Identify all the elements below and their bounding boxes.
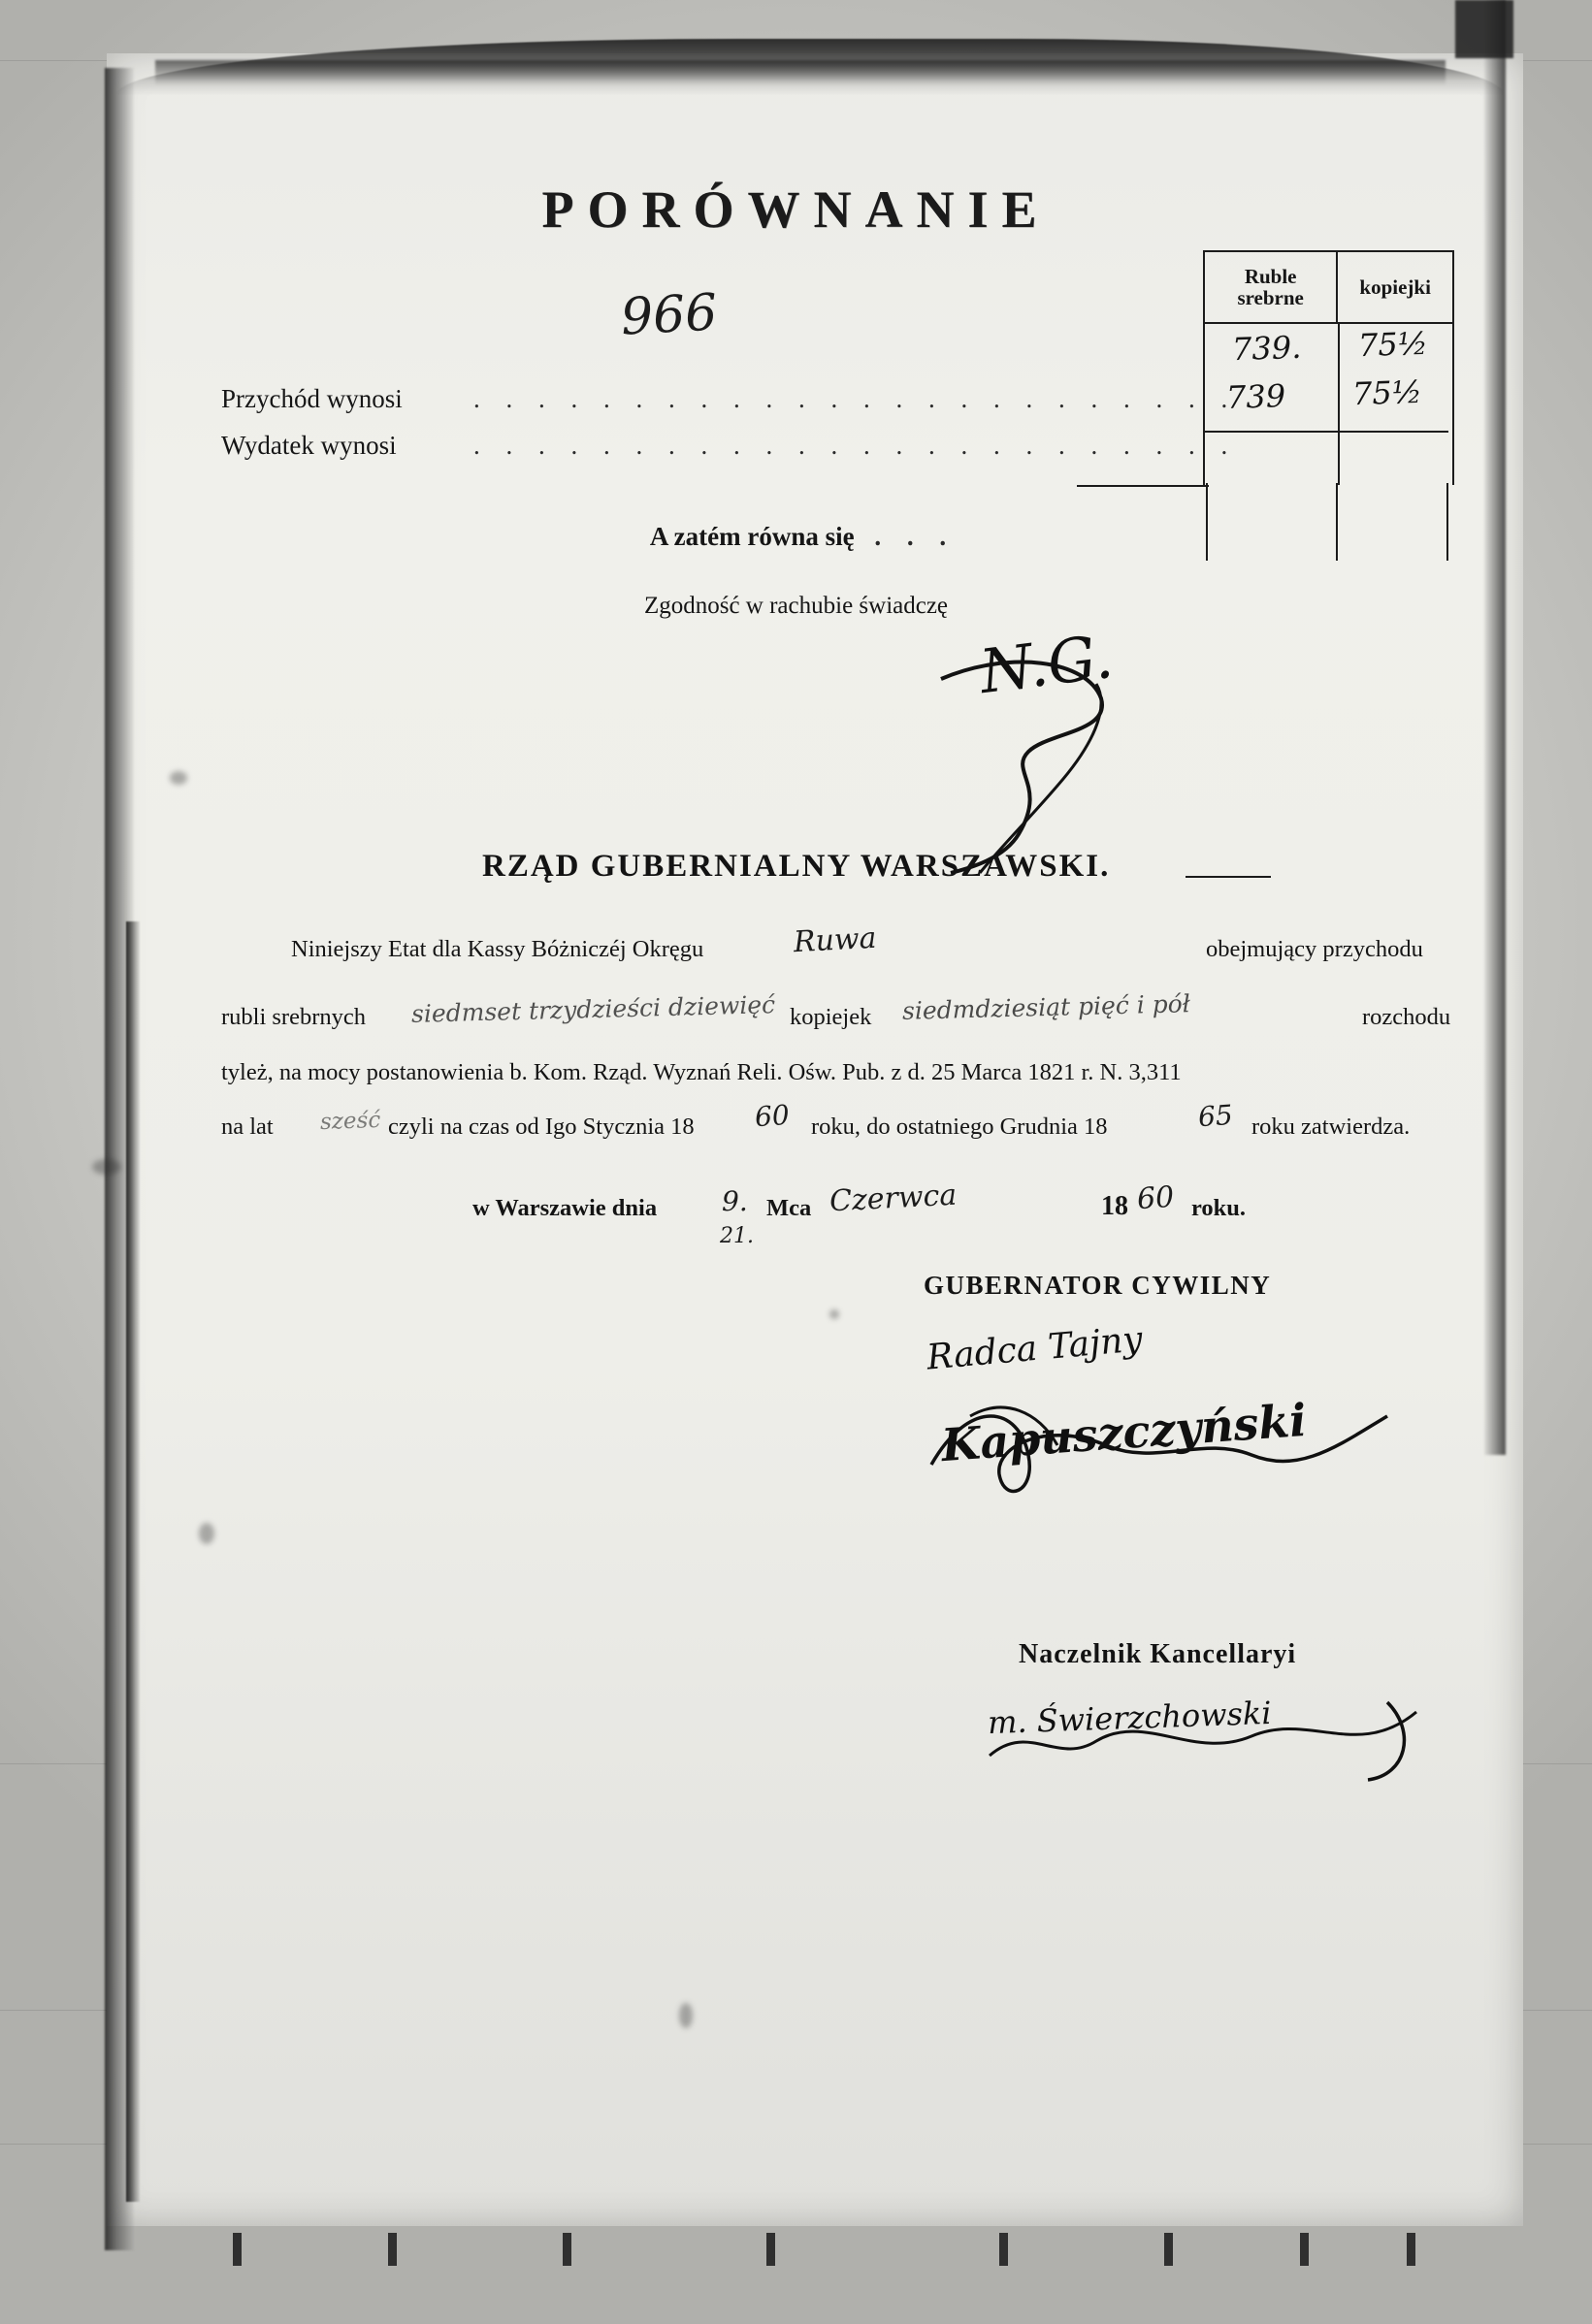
paper-smudge [829, 1309, 839, 1319]
chancellery-signature: m. Świerzchowski [987, 1694, 1273, 1742]
income-kopecks-value: 75½ [1357, 324, 1429, 365]
paper-smudge [199, 1523, 214, 1544]
page-title: PORÓWNANIE [541, 180, 1051, 239]
attestation-signature-flourish [902, 640, 1174, 883]
torn-top-edge-shadow [155, 60, 1446, 85]
paragraph-line-1-handwritten-district: Ruwa [793, 920, 878, 960]
paragraph-line-1-prefix: Niniejszy Etat dla Kassy Bóżniczéj Okręgu [291, 936, 704, 962]
column-header-kopecks: kopiejki [1359, 274, 1431, 299]
income-rubles-value: 739. [1231, 328, 1302, 369]
paragraph-line-2-handwritten-rubles: siedmset trzydzieści dziewięć [410, 990, 776, 1028]
income-leader-dots: . . . . . . . . . . . . . . . . . . . . . . . . [473, 384, 1238, 413]
place-date-month-handwritten: Czerwca [828, 1178, 958, 1219]
governor-signature-line-2: Kapuszczyński [939, 1393, 1309, 1472]
column-header-rubles [1205, 252, 1338, 322]
paragraph-line-2-kopecks-label: kopiejek [790, 1004, 872, 1030]
expense-label: Wydatek wynosi [221, 431, 397, 460]
binding-left-edge-inner [126, 921, 140, 2202]
dark-corner-block [1455, 0, 1513, 58]
paragraph-line-2-handwritten-kopecks: siedmdziesiąt pięć i pół [901, 989, 1191, 1025]
expense-rubles-value: 739 [1225, 376, 1286, 417]
equal-line [0, 522, 1592, 552]
paper-smudge [679, 2003, 693, 2028]
amounts-table-header-row [1205, 252, 1452, 324]
amount-row-rule [1077, 485, 1209, 487]
expense-kopecks-value: 75½ [1351, 372, 1423, 413]
scan-bottom-marks [146, 2227, 1455, 2266]
paragraph-line-3: tyleż, na mocy postanowienia b. Kom. Rząd. Wyznań Reli. Ośw. Pub. z d. 25 Marca 1821 r. N. 3,311 [221, 1059, 1182, 1085]
place-date-year-suffix: roku. [1191, 1195, 1247, 1221]
handwritten-page-number: 966 [619, 283, 719, 347]
place-date-day-alt: 21. [720, 1224, 754, 1248]
chancellery-signature-flourish [980, 1683, 1436, 1799]
expense-leader-dots: . . . . . . . . . . . . . . . . . . . . . . . . [473, 431, 1238, 460]
paragraph-line-2-prefix: rubli srebrnych [221, 1004, 366, 1030]
equal-line-text: A zatém równa się [649, 522, 855, 551]
amounts-table-underline [1205, 431, 1448, 433]
paragraph-line-4-mid: czyli na czas od Igo Stycznia 18 [388, 1114, 695, 1140]
income-label: Przychód wynosi [221, 384, 403, 413]
equal-line-dots: . . . [874, 522, 957, 551]
column-header-rubles-line2: srebrne [1237, 286, 1304, 309]
office-heading: RZĄD GUBERNIALNY WARSZAWSKI. [482, 849, 1111, 884]
paper-smudge [170, 771, 187, 785]
governor-title: GUBERNATOR CYWILNY [924, 1271, 1272, 1300]
paragraph-line-4-handwritten-start-year: 60 [753, 1098, 791, 1134]
paragraph-line-4-suffix: roku zatwierdza. [1251, 1114, 1411, 1140]
attestation-signature: N.G. [976, 620, 1117, 708]
chancellery-title: Naczelnik Kancellaryi [1019, 1639, 1297, 1669]
place-date-day: 9. [722, 1185, 748, 1217]
paragraph-line-4-prefix: na lat [221, 1114, 274, 1140]
place-date-prefix: w Warszawie dnia [472, 1195, 658, 1221]
place-date-year-prefix: 18 [1101, 1191, 1128, 1221]
amounts-table [1203, 250, 1454, 485]
governor-signature-line-1: Radca Tajny [925, 1319, 1145, 1378]
place-date-year-handwritten: 60 [1135, 1179, 1176, 1217]
place-date-month-label: Mca [766, 1195, 812, 1221]
paper-smudge [92, 1159, 121, 1175]
paragraph-line-4-handwritten-end-year: 65 [1196, 1098, 1234, 1134]
governor-signature-flourish [912, 1377, 1416, 1523]
paragraph-line-4-mid2: roku, do ostatniego Grudnia 18 [811, 1114, 1108, 1140]
column-header-rubles-line1: Ruble [1244, 264, 1297, 288]
attestation-line: Zgodność w rachubie świadczę [643, 593, 949, 619]
paragraph-line-2-suffix: rozchodu [1362, 1004, 1451, 1030]
amounts-table-body [1205, 324, 1452, 485]
paragraph-line-4-handwritten-years: sześć [319, 1107, 381, 1136]
office-heading-rule [1186, 876, 1271, 878]
paragraph-line-1-suffix: obejmujący przychodu [1206, 936, 1423, 962]
amounts-table-column-divider [1338, 324, 1340, 485]
